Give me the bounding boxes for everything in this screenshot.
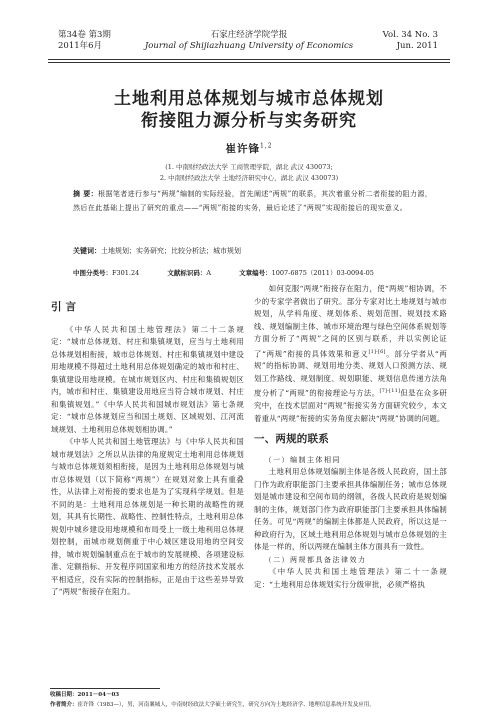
title-line-1: 土地利用总体规划与城市总体规划: [114, 89, 384, 109]
keywords-label: 关键词：: [73, 246, 101, 255]
issue-date: 2011年6月: [58, 41, 103, 51]
footnote: [50, 690, 450, 710]
journal-name-cn: 石家庄经济学院学报: [210, 30, 288, 40]
left-column: [51, 283, 244, 599]
article-number: 文章编号：1007-6875（2011）03-0094-05: [239, 269, 374, 277]
subheading-2: （二）两规都具备法律效力: [264, 555, 367, 564]
classification-line: [73, 268, 437, 278]
abstract: [73, 187, 437, 215]
author-affiliation-marks: 1,2: [259, 142, 273, 150]
section-heading-intro: 引 言: [51, 301, 77, 313]
intro-paragraph-1: 《中华人民共和国土地管理法》第二十二条规定：“城市总体规划、村庄和集镇规划，应当与土地利用总体规划相衔接，城市总体规划、村庄和集镇规划中建设用地规模不得超过土地利用总体规划确定的城市和村庄、集镇建设用地规模。在城市规划区内、村庄和集镇规划区内，城市和村庄、集镇建设用地应当符合城市规划、村庄和集镇规划。”《中华人民共和国城市规划法》第七条规定：“城市总体规划应当和国土规划、区域规划、江河流域规划、土地利用总体规划相协调。”: [51, 324, 244, 434]
citation-1: [1]-[6]: [368, 348, 386, 355]
paper-title: [0, 88, 498, 132]
journal-name-en: Journal of Shijiazhuang University of Economics: [144, 41, 354, 51]
keywords-text: 土地规划；实务研究；比较分析法；城市规划: [101, 247, 241, 255]
author-bio: 作者简介：崔许锋（1983—），男，河南襄城人，中南财经政法大学硕士研究生，研究方向为土地经济学、地理信息系统开发及应用。: [50, 702, 375, 708]
author-name: 崔许锋: [225, 143, 260, 155]
affiliation-2: 2. 中南财经政法大学 土地经济研究中心，湖北 武汉 430073): [159, 174, 339, 182]
right-paragraph-3: 《中华人民共和国土地管理法》第二十一条规定：“土地利用总体规划实行分级审批，必须严格执: [254, 567, 447, 589]
header-rule: [48, 59, 450, 63]
intro-paragraph-2: 《中华人民共和国土地管理法》与《中华人民共和国城市规划法》之所以从法律的角度规定土地利用总体规划与城市总体规划须相衔接，是因为土地利用总体规划与城市总体规划（以下简称“两规”）在规划对象上具有重叠性，从法律上对衔接的要求也是为了实现科学规划。但是不同的是：土地利用总体规划是一种长期的战略性的规划，其具有长期性、战略性、控制性特点，土地利用总体规划中城乡建设用地规模和布局受上一级土地利用总体规划控制，而城市规划侧重于中心城区建设用地的空间安排，城市规划编制重点在于城市的发展规模、各项建设标准、定额指标、开发程序同国家和地方的经济技术发展水平相适应，没有实际的控制指标，正是由于这些差异导致了“两规”衔接存在阻力。: [51, 437, 244, 596]
subheading-1: （一）编制主体相同: [264, 455, 341, 464]
volume-issue: 第34卷 第3期: [58, 30, 111, 40]
abstract-text: 根据笔者进行参与“两规”编制的实际经验，首先阐述“两规”的联系，其次着重分析二者衔接的阻力源，然后在此基础上提出了研究的重点——“两规”衔接的实务，最后论述了“两规”实现衔接后的现实意义。: [73, 190, 433, 212]
keywords: [73, 245, 437, 257]
footnote-rule: [50, 688, 160, 689]
section-heading-1: 一、两规的联系: [254, 433, 329, 446]
author: [0, 141, 498, 156]
abstract-label: 摘 要：: [73, 189, 99, 198]
issue-date-en: Jun. 2011: [396, 41, 438, 51]
right-paragraph-2: 土地利用总体规划编制主体是各级人民政府，国土部门作为政府职能部门主要承担具体编制任务；城市总体规划是城市建设和空间布局的纲领，各级人民政府是规划编制的主体，规划部门作为政府职能部门主要承担具体编制任务。可见“两规”的编制主体都是人民政府，所以这是一种政府行为，区域土地利用总体规划与城市总体规划的主体是一样的，所以两规在编制主体方面具有一致性。: [254, 467, 447, 552]
volume-issue-en: Vol. 34 No. 3: [382, 30, 438, 40]
right-paragraph-1: 如何克服“两规”衔接存在阻力，使“两规”相协调，不少的专家学者做出了研究。部分专家对比土地规划与城市规划，从学科角度、规划体系、规划范围、规划技术路线、规划编制主体、城市环境治理与绿色空间体系规划等方面分析了“两规”之间的区别与联系，并以实例论证了“两规”衔接的具体效果和意义[1]-[6]。部分学者从“两规”的指标协调、规划用地分类、规划人口预测方法、规划工作路线、规划制度、规划职能、规划信息传递方法角度分析了“两规”的衔接理论与方法。[7]-[11]但是在众多研究中，在技术层面对“两规”衔接实务方面研究较少，本文着重从“两规”衔接的实务角度去解决“两规”协调的问题。: [254, 284, 448, 423]
citation-2: [7]-[11]: [379, 388, 401, 395]
document-code: 文献标识码：A: [167, 269, 212, 277]
affiliation-1: (1. 中南财经政法大学 工商管理学院，湖北 武汉 430073;: [165, 163, 333, 171]
header-right: [383, 30, 438, 52]
title-line-2: 衔接阻力源分析与实务研究: [141, 111, 357, 131]
clc-code: 中图分类号：F301.24: [73, 269, 140, 277]
journal-header: [0, 0, 498, 64]
right-column: [254, 283, 447, 591]
received-date: 收稿日期：2011－04－03: [50, 692, 120, 698]
